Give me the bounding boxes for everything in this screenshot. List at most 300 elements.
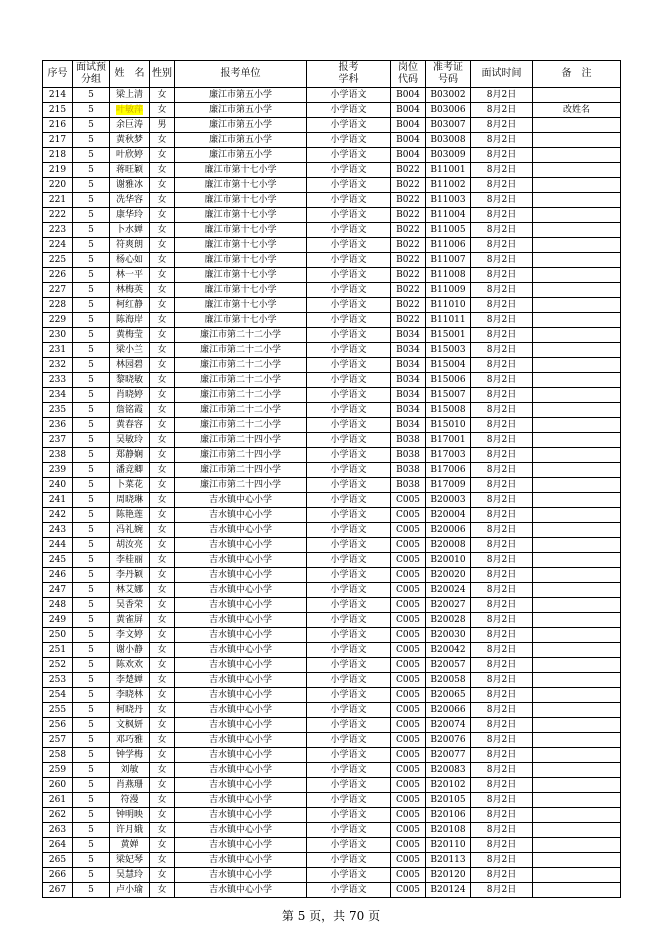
cell-unit: 廉江市第十七小学 <box>175 313 307 328</box>
cell-subject: 小学语文 <box>307 508 391 523</box>
cell-group: 5 <box>73 868 110 883</box>
table-row <box>43 703 621 718</box>
cell-group: 5 <box>73 328 110 343</box>
cell-seq: 260 <box>43 778 73 793</box>
cell-gender: 女 <box>150 298 175 313</box>
table-row <box>43 328 621 343</box>
cell-ticket-number: B15004 <box>426 358 471 373</box>
cell-seq: 240 <box>43 478 73 493</box>
cell-interview-time: 8月2日 <box>471 463 533 478</box>
cell-name: 康华玲 <box>110 208 150 223</box>
cell-group: 5 <box>73 853 110 868</box>
table-row <box>43 313 621 328</box>
cell-post-code: B022 <box>391 163 426 178</box>
cell-subject: 小学语文 <box>307 238 391 253</box>
cell-seq: 241 <box>43 493 73 508</box>
cell-post-code: C005 <box>391 868 426 883</box>
cell-remark <box>533 598 621 613</box>
cell-unit: 廉江市第二十四小学 <box>175 433 307 448</box>
cell-interview-time: 8月2日 <box>471 523 533 538</box>
cell-interview-time: 8月2日 <box>471 163 533 178</box>
table-row <box>43 568 621 583</box>
cell-name: 黄婵 <box>110 838 150 853</box>
cell-post-code: B034 <box>391 388 426 403</box>
cell-post-code: C005 <box>391 658 426 673</box>
cell-unit: 廉江市第十七小学 <box>175 193 307 208</box>
table-row <box>43 253 621 268</box>
cell-interview-time: 8月2日 <box>471 178 533 193</box>
cell-ticket-number: B11007 <box>426 253 471 268</box>
cell-interview-time: 8月2日 <box>471 868 533 883</box>
table-row <box>43 343 621 358</box>
table-row <box>43 823 621 838</box>
table-row <box>43 658 621 673</box>
cell-unit: 廉江市第十七小学 <box>175 253 307 268</box>
cell-seq: 251 <box>43 643 73 658</box>
cell-seq: 253 <box>43 673 73 688</box>
cell-seq: 239 <box>43 463 73 478</box>
cell-group: 5 <box>73 703 110 718</box>
cell-seq: 222 <box>43 208 73 223</box>
cell-group: 5 <box>73 373 110 388</box>
cell-remark <box>533 238 621 253</box>
cell-unit: 吉水镇中心小学 <box>175 748 307 763</box>
cell-subject: 小学语文 <box>307 823 391 838</box>
cell-group: 5 <box>73 883 110 898</box>
cell-subject: 小学语文 <box>307 313 391 328</box>
cell-unit: 吉水镇中心小学 <box>175 628 307 643</box>
cell-unit: 廉江市第五小学 <box>175 118 307 133</box>
cell-ticket-number: B20042 <box>426 643 471 658</box>
cell-gender: 女 <box>150 493 175 508</box>
cell-gender: 女 <box>150 793 175 808</box>
cell-group: 5 <box>73 748 110 763</box>
cell-name: 卢小瑜 <box>110 883 150 898</box>
cell-name: 卜水婵 <box>110 223 150 238</box>
cell-ticket-number: B20083 <box>426 763 471 778</box>
cell-post-code: C005 <box>391 688 426 703</box>
cell-seq: 218 <box>43 148 73 163</box>
cell-ticket-number: B20024 <box>426 583 471 598</box>
cell-name: 许月娥 <box>110 823 150 838</box>
cell-ticket-number: B11002 <box>426 178 471 193</box>
cell-subject: 小学语文 <box>307 538 391 553</box>
cell-seq: 264 <box>43 838 73 853</box>
cell-gender: 女 <box>150 733 175 748</box>
header-interview-time: 面试时间 <box>471 61 533 88</box>
table-row <box>43 673 621 688</box>
cell-group: 5 <box>73 133 110 148</box>
cell-seq: 216 <box>43 118 73 133</box>
cell-gender: 女 <box>150 868 175 883</box>
cell-ticket-number: B20110 <box>426 838 471 853</box>
cell-remark <box>533 328 621 343</box>
header-unit: 报考单位 <box>175 61 307 88</box>
cell-unit: 廉江市第十七小学 <box>175 298 307 313</box>
header-name: 姓 名 <box>110 61 150 88</box>
cell-remark <box>533 163 621 178</box>
cell-remark <box>533 88 621 103</box>
cell-gender: 女 <box>150 523 175 538</box>
cell-gender: 女 <box>150 598 175 613</box>
cell-interview-time: 8月2日 <box>471 628 533 643</box>
cell-gender: 女 <box>150 463 175 478</box>
cell-name: 李晓林 <box>110 688 150 703</box>
cell-name: 梁小兰 <box>110 343 150 358</box>
cell-gender: 女 <box>150 763 175 778</box>
cell-name: 郑静娴 <box>110 448 150 463</box>
table-row <box>43 103 621 118</box>
cell-name: 黎晓敏 <box>110 373 150 388</box>
cell-post-code: B022 <box>391 193 426 208</box>
cell-subject: 小学语文 <box>307 448 391 463</box>
cell-subject: 小学语文 <box>307 478 391 493</box>
header-subject: 报考 学科 <box>307 61 391 88</box>
cell-ticket-number: B20120 <box>426 868 471 883</box>
cell-seq: 236 <box>43 418 73 433</box>
cell-remark <box>533 298 621 313</box>
cell-subject: 小学语文 <box>307 193 391 208</box>
table-row <box>43 643 621 658</box>
cell-subject: 小学语文 <box>307 688 391 703</box>
cell-seq: 243 <box>43 523 73 538</box>
cell-group: 5 <box>73 403 110 418</box>
cell-gender: 女 <box>150 478 175 493</box>
cell-name: 叶欣婷 <box>110 148 150 163</box>
table-row <box>43 508 621 523</box>
cell-ticket-number: B20004 <box>426 508 471 523</box>
cell-subject: 小学语文 <box>307 148 391 163</box>
cell-interview-time: 8月2日 <box>471 133 533 148</box>
cell-unit: 吉水镇中心小学 <box>175 493 307 508</box>
cell-subject: 小学语文 <box>307 358 391 373</box>
cell-name: 黄春容 <box>110 418 150 433</box>
table-row <box>43 448 621 463</box>
cell-remark <box>533 538 621 553</box>
cell-subject: 小学语文 <box>307 568 391 583</box>
cell-unit: 吉水镇中心小学 <box>175 643 307 658</box>
table-row <box>43 748 621 763</box>
cell-remark <box>533 793 621 808</box>
cell-interview-time: 8月2日 <box>471 328 533 343</box>
cell-gender: 女 <box>150 103 175 118</box>
cell-interview-time: 8月2日 <box>471 508 533 523</box>
cell-gender: 女 <box>150 718 175 733</box>
cell-unit: 廉江市第十七小学 <box>175 208 307 223</box>
cell-seq: 258 <box>43 748 73 763</box>
cell-remark <box>533 133 621 148</box>
table-row <box>43 778 621 793</box>
cell-ticket-number: B03009 <box>426 148 471 163</box>
cell-gender: 女 <box>150 268 175 283</box>
cell-name: 刘敏 <box>110 763 150 778</box>
table-row <box>43 853 621 868</box>
cell-name: 林园碧 <box>110 358 150 373</box>
cell-gender: 女 <box>150 448 175 463</box>
table-row <box>43 718 621 733</box>
cell-name: 陈欢欢 <box>110 658 150 673</box>
cell-unit: 廉江市第二十四小学 <box>175 448 307 463</box>
cell-subject: 小学语文 <box>307 493 391 508</box>
cell-subject: 小学语文 <box>307 373 391 388</box>
cell-unit: 廉江市第二十二小学 <box>175 328 307 343</box>
cell-group: 5 <box>73 298 110 313</box>
cell-remark <box>533 883 621 898</box>
cell-remark <box>533 568 621 583</box>
cell-seq: 223 <box>43 223 73 238</box>
cell-post-code: B022 <box>391 298 426 313</box>
cell-ticket-number: B11009 <box>426 283 471 298</box>
cell-remark <box>533 208 621 223</box>
header-group: 面试预 分组 <box>73 61 110 88</box>
cell-group: 5 <box>73 598 110 613</box>
cell-group: 5 <box>73 283 110 298</box>
cell-post-code: B034 <box>391 418 426 433</box>
cell-interview-time: 8月2日 <box>471 703 533 718</box>
cell-unit: 廉江市第十七小学 <box>175 163 307 178</box>
cell-subject: 小学语文 <box>307 178 391 193</box>
cell-unit: 吉水镇中心小学 <box>175 553 307 568</box>
cell-interview-time: 8月2日 <box>471 103 533 118</box>
cell-post-code: C005 <box>391 643 426 658</box>
cell-group: 5 <box>73 538 110 553</box>
cell-group: 5 <box>73 118 110 133</box>
cell-post-code: C005 <box>391 763 426 778</box>
table-row <box>43 418 621 433</box>
cell-post-code: C005 <box>391 538 426 553</box>
cell-post-code: B038 <box>391 448 426 463</box>
cell-name: 吴慧玲 <box>110 868 150 883</box>
interview-schedule-table <box>42 60 621 898</box>
cell-unit: 吉水镇中心小学 <box>175 598 307 613</box>
cell-unit: 吉水镇中心小学 <box>175 868 307 883</box>
cell-ticket-number: B03002 <box>426 88 471 103</box>
cell-gender: 女 <box>150 208 175 223</box>
cell-gender: 女 <box>150 853 175 868</box>
cell-post-code: B034 <box>391 403 426 418</box>
cell-gender: 女 <box>150 328 175 343</box>
cell-interview-time: 8月2日 <box>471 853 533 868</box>
cell-post-code: B022 <box>391 283 426 298</box>
cell-remark <box>533 658 621 673</box>
cell-subject: 小学语文 <box>307 883 391 898</box>
cell-interview-time: 8月2日 <box>471 238 533 253</box>
cell-interview-time: 8月2日 <box>471 403 533 418</box>
table-row <box>43 208 621 223</box>
cell-remark <box>533 508 621 523</box>
cell-ticket-number: B11005 <box>426 223 471 238</box>
cell-ticket-number: B15007 <box>426 388 471 403</box>
cell-seq: 247 <box>43 583 73 598</box>
cell-seq: 226 <box>43 268 73 283</box>
cell-name: 杨心如 <box>110 253 150 268</box>
cell-gender: 男 <box>150 118 175 133</box>
cell-gender: 女 <box>150 358 175 373</box>
cell-interview-time: 8月2日 <box>471 298 533 313</box>
cell-post-code: B038 <box>391 478 426 493</box>
cell-ticket-number: B11010 <box>426 298 471 313</box>
cell-subject: 小学语文 <box>307 658 391 673</box>
cell-seq: 261 <box>43 793 73 808</box>
cell-subject: 小学语文 <box>307 388 391 403</box>
cell-unit: 廉江市第十七小学 <box>175 238 307 253</box>
cell-seq: 225 <box>43 253 73 268</box>
cell-ticket-number: B17009 <box>426 478 471 493</box>
cell-post-code: B004 <box>391 148 426 163</box>
cell-ticket-number: B20030 <box>426 628 471 643</box>
table-row <box>43 493 621 508</box>
cell-name: 李丹颖 <box>110 568 150 583</box>
cell-subject: 小学语文 <box>307 598 391 613</box>
cell-post-code: C005 <box>391 583 426 598</box>
cell-interview-time: 8月2日 <box>471 763 533 778</box>
cell-unit: 吉水镇中心小学 <box>175 508 307 523</box>
cell-name: 吴香荣 <box>110 598 150 613</box>
table-row <box>43 868 621 883</box>
table-row <box>43 133 621 148</box>
cell-interview-time: 8月2日 <box>471 673 533 688</box>
cell-post-code: B022 <box>391 238 426 253</box>
cell-ticket-number: B20077 <box>426 748 471 763</box>
cell-ticket-number: B03006 <box>426 103 471 118</box>
cell-interview-time: 8月2日 <box>471 733 533 748</box>
cell-group: 5 <box>73 793 110 808</box>
cell-group: 5 <box>73 433 110 448</box>
cell-post-code: B022 <box>391 313 426 328</box>
cell-interview-time: 8月2日 <box>471 883 533 898</box>
cell-unit: 吉水镇中心小学 <box>175 853 307 868</box>
cell-unit: 廉江市第二十四小学 <box>175 478 307 493</box>
cell-post-code: C005 <box>391 673 426 688</box>
cell-remark <box>533 448 621 463</box>
cell-ticket-number: B15008 <box>426 403 471 418</box>
table-row <box>43 358 621 373</box>
table-row <box>43 523 621 538</box>
cell-unit: 廉江市第五小学 <box>175 88 307 103</box>
cell-gender: 女 <box>150 628 175 643</box>
cell-name: 李桂丽 <box>110 553 150 568</box>
cell-remark <box>533 643 621 658</box>
cell-name: 黄梅莹 <box>110 328 150 343</box>
cell-subject: 小学语文 <box>307 703 391 718</box>
table-row <box>43 268 621 283</box>
cell-gender: 女 <box>150 193 175 208</box>
cell-name: 周晓琳 <box>110 493 150 508</box>
cell-subject: 小学语文 <box>307 418 391 433</box>
cell-interview-time: 8月2日 <box>471 193 533 208</box>
cell-subject: 小学语文 <box>307 613 391 628</box>
cell-remark <box>533 823 621 838</box>
cell-subject: 小学语文 <box>307 253 391 268</box>
cell-post-code: C005 <box>391 553 426 568</box>
cell-ticket-number: B03007 <box>426 118 471 133</box>
cell-ticket-number: B20008 <box>426 538 471 553</box>
cell-gender: 女 <box>150 178 175 193</box>
cell-post-code: B022 <box>391 268 426 283</box>
cell-group: 5 <box>73 718 110 733</box>
cell-seq: 254 <box>43 688 73 703</box>
cell-group: 5 <box>73 778 110 793</box>
cell-remark <box>533 358 621 373</box>
cell-ticket-number: B20124 <box>426 883 471 898</box>
cell-remark <box>533 778 621 793</box>
cell-seq: 262 <box>43 808 73 823</box>
cell-ticket-number: B15006 <box>426 373 471 388</box>
cell-post-code: C005 <box>391 613 426 628</box>
cell-interview-time: 8月2日 <box>471 688 533 703</box>
cell-subject: 小学语文 <box>307 763 391 778</box>
cell-seq: 228 <box>43 298 73 313</box>
table-row <box>43 628 621 643</box>
cell-ticket-number: B20108 <box>426 823 471 838</box>
cell-unit: 吉水镇中心小学 <box>175 718 307 733</box>
cell-unit: 吉水镇中心小学 <box>175 538 307 553</box>
table-row <box>43 463 621 478</box>
cell-name: 卜菜花 <box>110 478 150 493</box>
cell-post-code: B004 <box>391 133 426 148</box>
cell-subject: 小学语文 <box>307 793 391 808</box>
cell-post-code: B004 <box>391 118 426 133</box>
cell-remark <box>533 478 621 493</box>
header-post-code: 岗位 代码 <box>391 61 426 88</box>
table-row <box>43 553 621 568</box>
cell-subject: 小学语文 <box>307 463 391 478</box>
cell-seq: 246 <box>43 568 73 583</box>
cell-subject: 小学语文 <box>307 88 391 103</box>
cell-remark <box>533 733 621 748</box>
cell-group: 5 <box>73 568 110 583</box>
cell-seq: 265 <box>43 853 73 868</box>
cell-remark <box>533 148 621 163</box>
cell-ticket-number: B20106 <box>426 808 471 823</box>
header-seq: 序号 <box>43 61 73 88</box>
cell-interview-time: 8月2日 <box>471 448 533 463</box>
cell-group: 5 <box>73 313 110 328</box>
cell-subject: 小学语文 <box>307 208 391 223</box>
cell-group: 5 <box>73 343 110 358</box>
cell-gender: 女 <box>150 433 175 448</box>
cell-name: 柯晓丹 <box>110 703 150 718</box>
cell-subject: 小学语文 <box>307 118 391 133</box>
cell-group: 5 <box>73 388 110 403</box>
cell-remark <box>533 268 621 283</box>
cell-seq: 217 <box>43 133 73 148</box>
cell-unit: 廉江市第十七小学 <box>175 268 307 283</box>
cell-post-code: B034 <box>391 358 426 373</box>
cell-remark <box>533 418 621 433</box>
cell-remark <box>533 523 621 538</box>
cell-ticket-number: B20074 <box>426 718 471 733</box>
cell-name: 蒋旺颖 <box>110 163 150 178</box>
cell-gender: 女 <box>150 538 175 553</box>
cell-remark <box>533 253 621 268</box>
cell-group: 5 <box>73 148 110 163</box>
cell-unit: 吉水镇中心小学 <box>175 688 307 703</box>
cell-gender: 女 <box>150 508 175 523</box>
cell-name: 李文婷 <box>110 628 150 643</box>
cell-gender: 女 <box>150 553 175 568</box>
cell-unit: 吉水镇中心小学 <box>175 733 307 748</box>
cell-interview-time: 8月2日 <box>471 253 533 268</box>
cell-name: 陈艳莲 <box>110 508 150 523</box>
cell-seq: 220 <box>43 178 73 193</box>
cell-seq: 237 <box>43 433 73 448</box>
cell-name: 林梅英 <box>110 283 150 298</box>
cell-seq: 235 <box>43 403 73 418</box>
cell-name: 文枫妍 <box>110 718 150 733</box>
cell-interview-time: 8月2日 <box>471 388 533 403</box>
cell-ticket-number: B11001 <box>426 163 471 178</box>
